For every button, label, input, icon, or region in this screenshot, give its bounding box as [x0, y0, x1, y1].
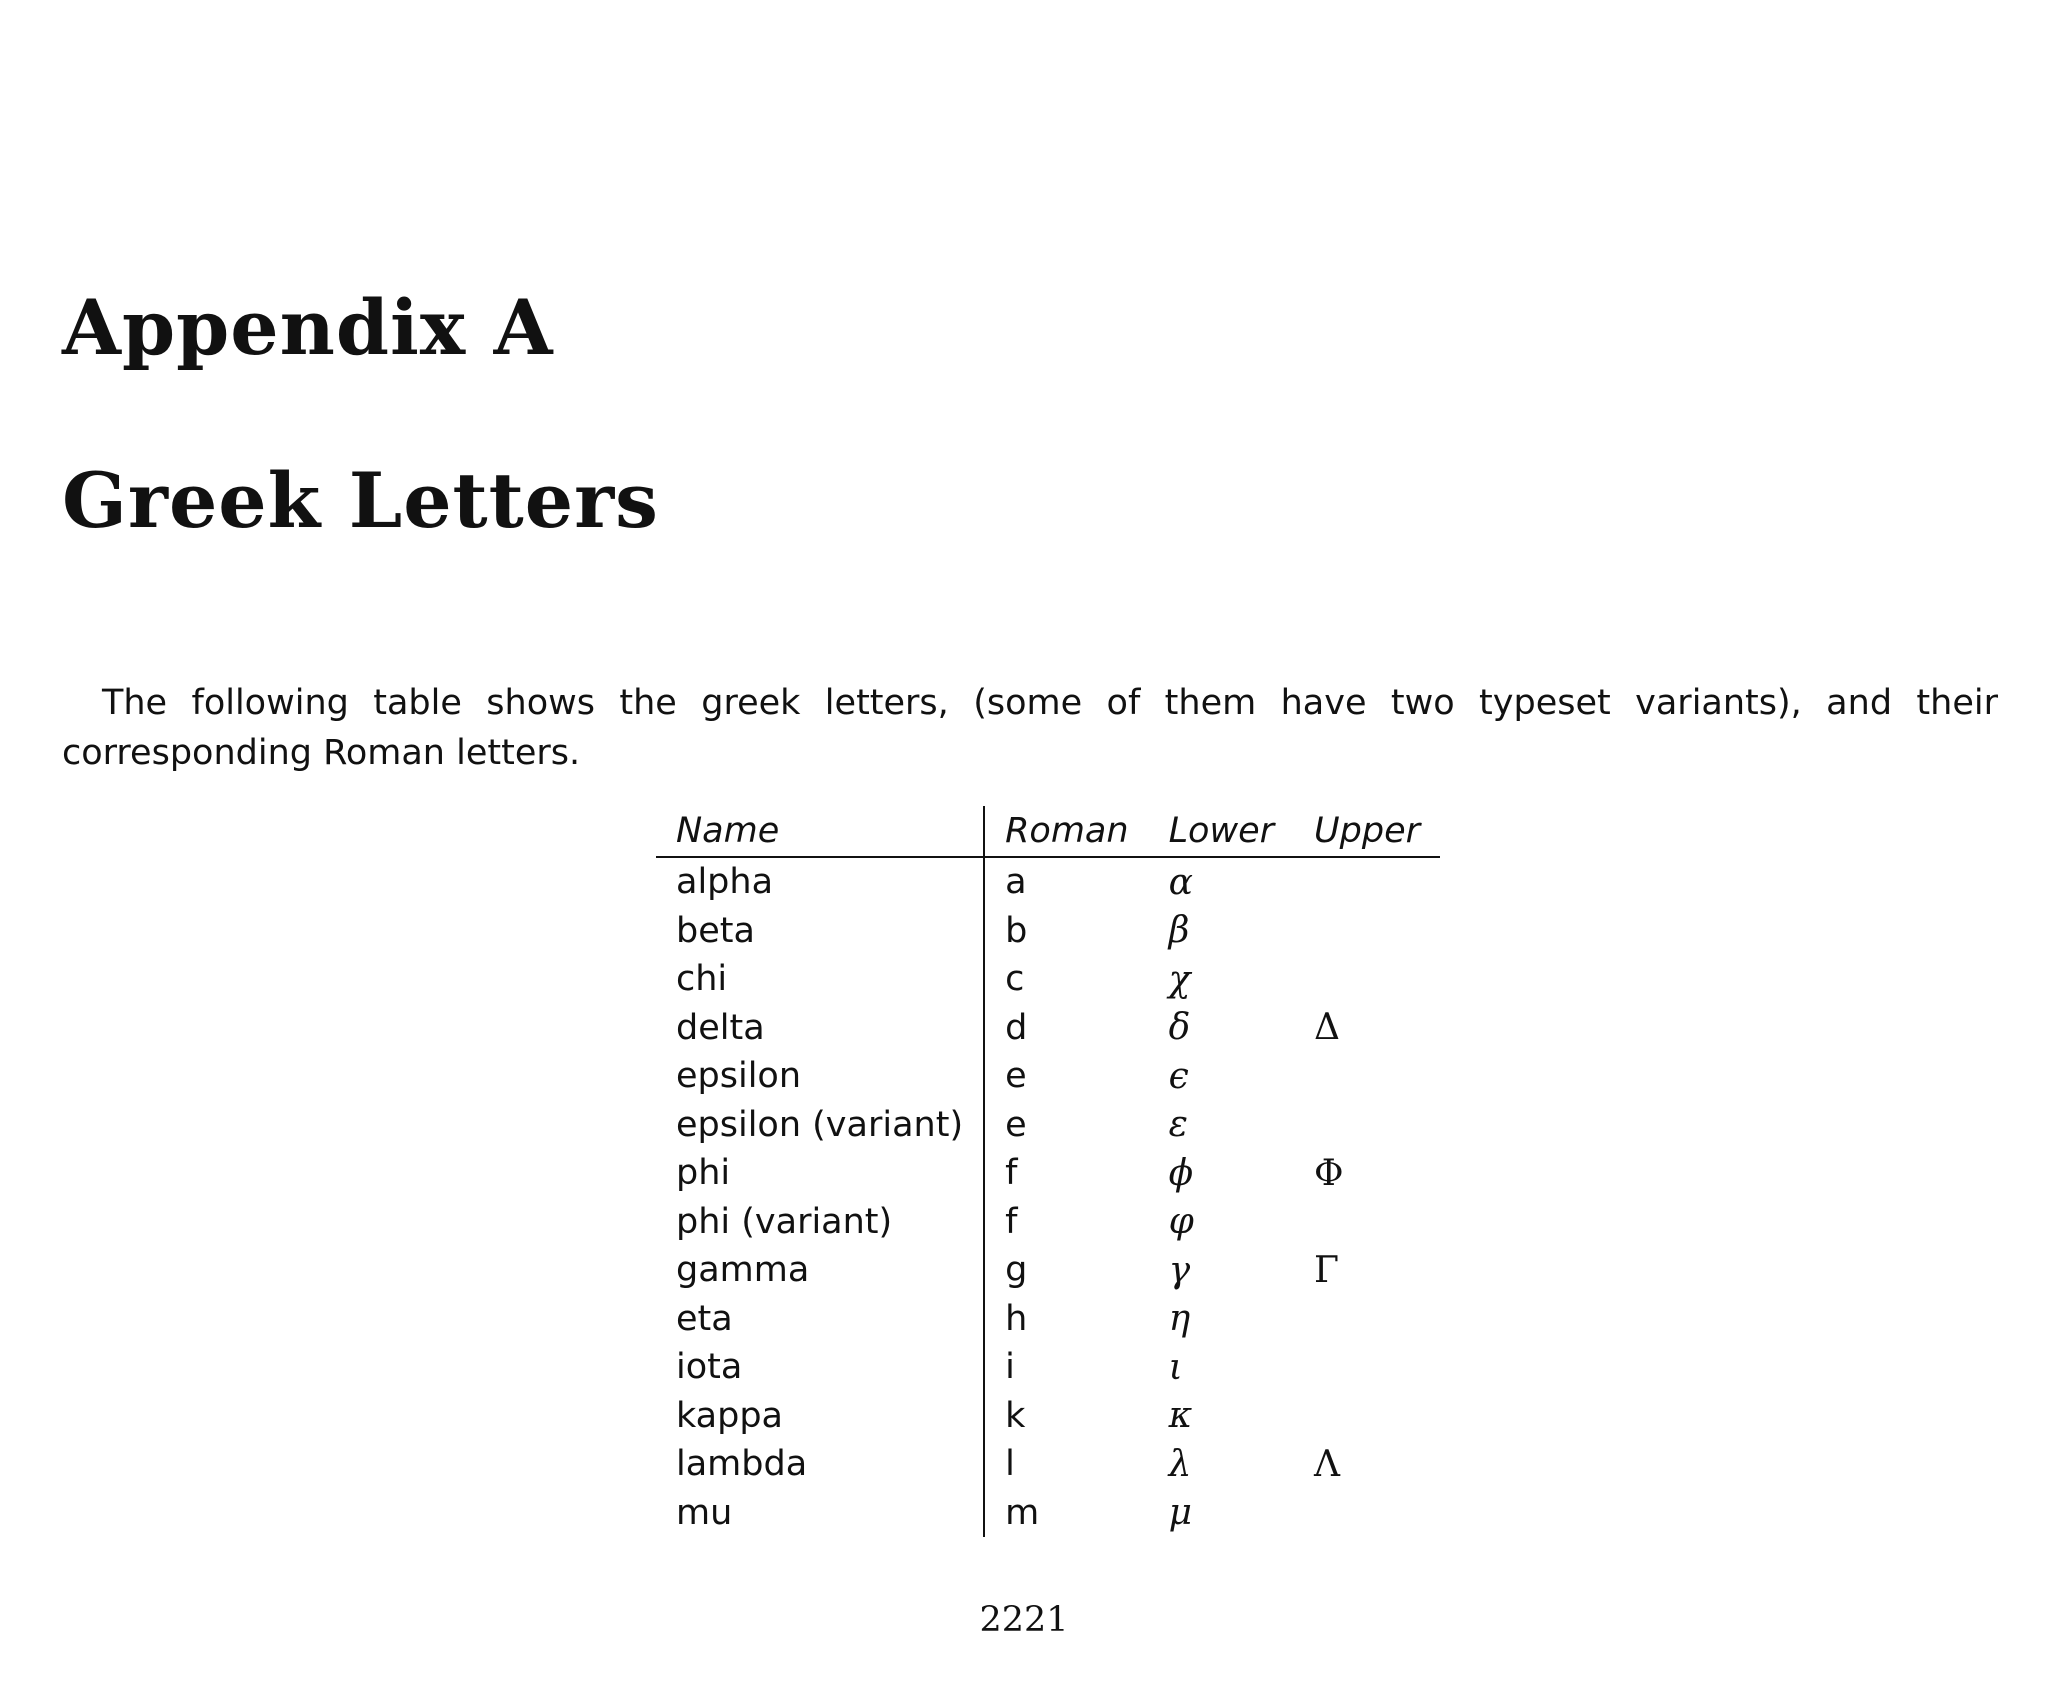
- cell-name: [656, 1343, 984, 1392]
- cell-lower-text: κ: [1168, 1395, 1193, 1437]
- cell-upper: [1294, 955, 1440, 1004]
- cell-upper-text: Λ: [1314, 1443, 1341, 1485]
- header-lower: Lower: [1149, 806, 1294, 857]
- cell-lower: [1149, 1004, 1294, 1053]
- cell-name-text: kappa: [676, 1395, 783, 1436]
- cell-upper: [1294, 1052, 1440, 1101]
- cell-upper: [1294, 1198, 1440, 1247]
- cell-roman-text: a: [1005, 862, 1027, 903]
- cell-lower: [1149, 857, 1294, 907]
- table-row: [656, 1392, 1440, 1441]
- cell-roman: [984, 1392, 1148, 1441]
- cell-lower: [1149, 1198, 1294, 1247]
- chapter-title: Greek Letters: [62, 456, 659, 545]
- cell-lower-text: λ: [1168, 1443, 1192, 1485]
- cell-upper: [1294, 1392, 1440, 1441]
- cell-name-text: phi: [676, 1153, 731, 1194]
- cell-upper: [1294, 907, 1440, 956]
- cell-roman-text: d: [1005, 1007, 1028, 1048]
- cell-upper-text: Δ: [1314, 1007, 1341, 1049]
- table-row: [656, 1004, 1440, 1053]
- intro-paragraph: The following table shows the greek letters, (some of them have two typeset variants), and their corresponding Roman letters.: [62, 683, 1998, 773]
- cell-roman-text: h: [1005, 1298, 1028, 1339]
- cell-name: [656, 1004, 984, 1053]
- cell-roman: [984, 1295, 1148, 1344]
- cell-name: [656, 1246, 984, 1295]
- cell-lower-text: χ: [1168, 958, 1191, 1000]
- cell-lower: [1149, 1149, 1294, 1198]
- cell-lower: [1149, 1392, 1294, 1441]
- cell-lower: [1149, 955, 1294, 1004]
- cell-upper: [1294, 1295, 1440, 1344]
- cell-lower-text: α: [1168, 861, 1193, 903]
- table-row: [656, 1343, 1440, 1392]
- cell-name-text: gamma: [676, 1250, 810, 1291]
- cell-lower: [1149, 1343, 1294, 1392]
- cell-roman: [984, 907, 1148, 956]
- cell-roman-text: l: [1005, 1444, 1015, 1485]
- cell-lower-text: η: [1168, 1298, 1191, 1340]
- cell-upper: [1294, 1004, 1440, 1053]
- cell-name-text: lambda: [676, 1444, 808, 1485]
- cell-name-text: chi: [676, 959, 728, 1000]
- cell-lower-text: φ: [1168, 1201, 1194, 1243]
- cell-name: [656, 1295, 984, 1344]
- chapter-label: Appendix A: [62, 283, 554, 372]
- cell-name: [656, 1198, 984, 1247]
- cell-roman: [984, 1149, 1148, 1198]
- table-row: [656, 1295, 1440, 1344]
- table-row: [656, 1489, 1440, 1538]
- cell-upper: [1294, 1489, 1440, 1538]
- cell-name: [656, 1101, 984, 1150]
- cell-upper: [1294, 1101, 1440, 1150]
- cell-roman-text: f: [1005, 1153, 1018, 1194]
- cell-roman: [984, 1101, 1148, 1150]
- table-row: [656, 1149, 1440, 1198]
- cell-roman: [984, 857, 1148, 907]
- cell-lower-text: β: [1168, 910, 1190, 952]
- cell-name-text: iota: [676, 1347, 743, 1388]
- table-row: [656, 1101, 1440, 1150]
- cell-roman-text: i: [1005, 1347, 1015, 1388]
- cell-roman: [984, 1343, 1148, 1392]
- cell-upper: [1294, 857, 1440, 907]
- cell-upper: [1294, 1246, 1440, 1295]
- table-row: [656, 1246, 1440, 1295]
- cell-upper: [1294, 1343, 1440, 1392]
- cell-roman: [984, 955, 1148, 1004]
- cell-lower: [1149, 1101, 1294, 1150]
- cell-upper-text: Γ: [1314, 1249, 1340, 1291]
- cell-name: [656, 857, 984, 907]
- page-number: 2221: [979, 1600, 1069, 1640]
- cell-roman: [984, 1489, 1148, 1538]
- header-name: Name: [656, 806, 984, 857]
- cell-roman-text: e: [1005, 1056, 1027, 1097]
- cell-lower-text: δ: [1168, 1007, 1191, 1049]
- cell-name-text: delta: [676, 1007, 765, 1048]
- greek-letters-table: [656, 806, 1440, 1537]
- cell-lower-text: μ: [1168, 1492, 1192, 1534]
- cell-upper: [1294, 1440, 1440, 1489]
- cell-lower-text: ε: [1168, 1104, 1188, 1146]
- header-roman: Roman: [984, 806, 1148, 857]
- cell-name-text: eta: [676, 1298, 733, 1339]
- table-body: [656, 857, 1440, 1537]
- header-upper: Upper: [1294, 806, 1440, 857]
- table-row: [656, 1052, 1440, 1101]
- cell-roman-text: c: [1005, 959, 1025, 1000]
- cell-lower-text: ϕ: [1168, 1152, 1194, 1194]
- cell-roman: [984, 1198, 1148, 1247]
- cell-roman-text: b: [1005, 910, 1028, 951]
- cell-lower: [1149, 1295, 1294, 1344]
- cell-lower: [1149, 1052, 1294, 1101]
- cell-lower: [1149, 1440, 1294, 1489]
- cell-name-text: alpha: [676, 862, 774, 903]
- cell-name-text: beta: [676, 910, 755, 951]
- cell-upper: [1294, 1149, 1440, 1198]
- table-row: [656, 1198, 1440, 1247]
- cell-roman-text: e: [1005, 1104, 1027, 1145]
- cell-name: [656, 907, 984, 956]
- table-row: [656, 955, 1440, 1004]
- greek-letters-table-wrap: [656, 806, 1440, 1537]
- cell-lower-text: ϵ: [1168, 1055, 1189, 1097]
- cell-name-text: epsilon: [676, 1056, 802, 1097]
- cell-roman-text: f: [1005, 1201, 1018, 1242]
- table-row: [656, 857, 1440, 907]
- table-row: [656, 1440, 1440, 1489]
- table-header-row: [656, 806, 1440, 857]
- cell-lower: [1149, 907, 1294, 956]
- table-row: [656, 907, 1440, 956]
- cell-roman: [984, 1004, 1148, 1053]
- cell-lower-text: γ: [1168, 1249, 1191, 1291]
- cell-name-text: phi (variant): [676, 1201, 893, 1242]
- cell-name: [656, 1489, 984, 1538]
- cell-name: [656, 955, 984, 1004]
- cell-roman: [984, 1246, 1148, 1295]
- cell-upper-text: Φ: [1314, 1152, 1344, 1194]
- cell-name: [656, 1392, 984, 1441]
- cell-name: [656, 1052, 984, 1101]
- cell-lower: [1149, 1489, 1294, 1538]
- cell-lower: [1149, 1246, 1294, 1295]
- cell-roman: [984, 1440, 1148, 1489]
- cell-roman: [984, 1052, 1148, 1101]
- cell-roman-text: k: [1005, 1395, 1026, 1436]
- cell-name-text: epsilon (variant): [676, 1104, 964, 1145]
- cell-name: [656, 1440, 984, 1489]
- cell-roman-text: m: [1005, 1492, 1040, 1533]
- cell-name: [656, 1149, 984, 1198]
- cell-name-text: mu: [676, 1492, 733, 1533]
- cell-lower-text: ι: [1168, 1346, 1183, 1388]
- cell-roman-text: g: [1005, 1250, 1028, 1291]
